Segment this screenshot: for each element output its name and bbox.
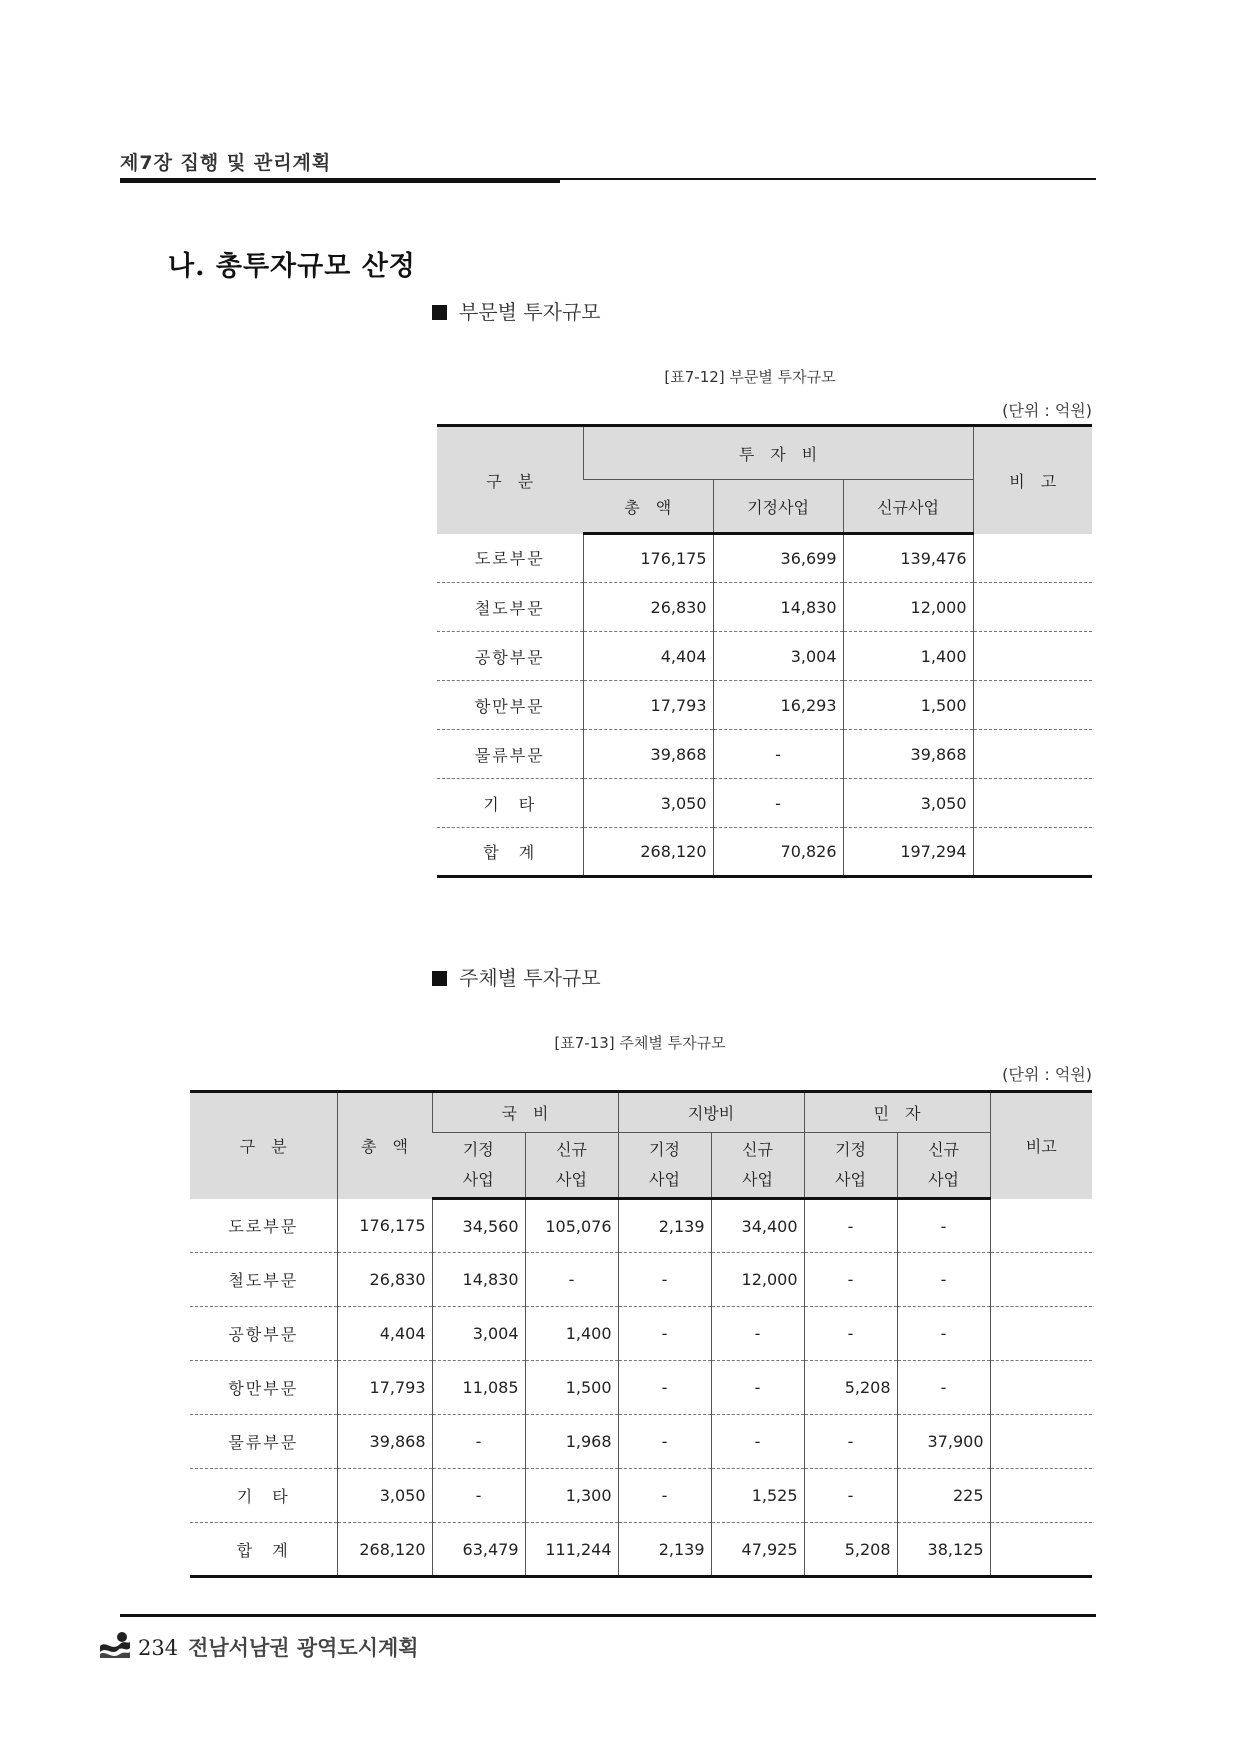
section-title: 나. 총투자규모 산정 <box>168 251 416 282</box>
table-row <box>190 1361 1092 1415</box>
cell-total: 268,120 <box>337 1523 432 1577</box>
cell-total: 176,175 <box>337 1199 432 1253</box>
footer <box>138 1632 419 1662</box>
cell-local-existing: 2,139 <box>618 1523 711 1577</box>
col-national-group: 국 비 <box>432 1092 618 1133</box>
cell-existing: - <box>713 730 843 779</box>
col-total: 총 액 <box>337 1092 432 1199</box>
cell-national-existing: 11,085 <box>432 1361 525 1415</box>
publisher-logo-icon <box>98 1630 132 1660</box>
square-bullet-icon <box>432 305 447 320</box>
cell-total: 176,175 <box>583 534 713 583</box>
table-row <box>437 534 1092 583</box>
cell-national-existing: 34,560 <box>432 1199 525 1253</box>
cell-private-new: - <box>897 1199 990 1253</box>
cell-new: 1,400 <box>843 632 973 681</box>
cell-private-existing: 5,208 <box>804 1361 897 1415</box>
cell-remarks <box>990 1523 1092 1577</box>
col-local-existing: 기정 사업 <box>618 1133 711 1199</box>
table-row <box>437 779 1092 828</box>
header-rule-accent <box>120 180 560 183</box>
cell-national-new: 111,244 <box>525 1523 618 1577</box>
col-category: 구 분 <box>190 1092 337 1199</box>
cell-total: 268,120 <box>583 828 713 877</box>
col-local-group: 지방비 <box>618 1092 804 1133</box>
table1-caption: [표7-12] 부문별 투자규모 <box>664 368 836 386</box>
cell-local-existing: - <box>618 1469 711 1523</box>
row-label: 합 계 <box>190 1523 337 1577</box>
row-label: 기 타 <box>437 779 583 828</box>
cell-national-existing: 14,830 <box>432 1253 525 1307</box>
cell-existing: 16,293 <box>713 681 843 730</box>
cell-remarks <box>990 1361 1092 1415</box>
row-label: 합 계 <box>437 828 583 877</box>
cell-total: 17,793 <box>337 1361 432 1415</box>
table-row <box>437 681 1092 730</box>
row-label: 기 타 <box>190 1469 337 1523</box>
cell-private-new: 225 <box>897 1469 990 1523</box>
table2-heading-text: 주체별 투자규모 <box>459 966 601 990</box>
cell-national-existing: - <box>432 1469 525 1523</box>
cell-remarks <box>973 632 1092 681</box>
cell-local-existing: 2,139 <box>618 1199 711 1253</box>
table2-caption: [표7-13] 주체별 투자규모 <box>554 1034 726 1052</box>
cell-national-new: 1,500 <box>525 1361 618 1415</box>
cell-remarks <box>973 681 1092 730</box>
cell-national-new: - <box>525 1253 618 1307</box>
row-label: 물류부문 <box>190 1415 337 1469</box>
cell-national-new: 1,300 <box>525 1469 618 1523</box>
col-existing: 기정사업 <box>713 480 843 534</box>
cell-local-existing: - <box>618 1415 711 1469</box>
col-total: 총 액 <box>583 480 713 534</box>
cell-remarks <box>990 1415 1092 1469</box>
cell-local-new: 34,400 <box>711 1199 804 1253</box>
col-remarks: 비 고 <box>973 426 1092 534</box>
cell-remarks <box>973 583 1092 632</box>
cell-remarks <box>973 730 1092 779</box>
table-row <box>190 1199 1092 1253</box>
cell-local-new: 1,525 <box>711 1469 804 1523</box>
cell-new: 3,050 <box>843 779 973 828</box>
cell-new: 39,868 <box>843 730 973 779</box>
cell-new: 1,500 <box>843 681 973 730</box>
col-private-new: 신규 사업 <box>897 1133 990 1199</box>
row-label: 항만부문 <box>190 1361 337 1415</box>
cell-total: 3,050 <box>337 1469 432 1523</box>
col-investment-group: 투 자 비 <box>583 426 973 480</box>
cell-private-new: - <box>897 1253 990 1307</box>
row-label: 공항부문 <box>437 632 583 681</box>
cell-private-new: - <box>897 1361 990 1415</box>
cell-local-existing: - <box>618 1361 711 1415</box>
table2-heading <box>432 962 601 991</box>
sector-investment-table <box>437 424 1092 878</box>
col-national-existing: 기정 사업 <box>432 1133 525 1199</box>
table1-heading-text: 부문별 투자규모 <box>459 300 601 324</box>
table1-heading <box>432 296 601 325</box>
cell-local-new: - <box>711 1415 804 1469</box>
cell-private-existing: - <box>804 1415 897 1469</box>
cell-remarks <box>973 534 1092 583</box>
cell-national-new: 1,968 <box>525 1415 618 1469</box>
table-row <box>190 1415 1092 1469</box>
cell-existing: 3,004 <box>713 632 843 681</box>
row-label: 물류부문 <box>437 730 583 779</box>
cell-new: 139,476 <box>843 534 973 583</box>
cell-existing: - <box>713 779 843 828</box>
table-row <box>437 583 1092 632</box>
cell-remarks <box>973 828 1092 877</box>
cell-new: 12,000 <box>843 583 973 632</box>
col-category: 구 분 <box>437 426 583 534</box>
cell-total: 39,868 <box>583 730 713 779</box>
table-row <box>190 1307 1092 1361</box>
cell-total: 4,404 <box>337 1307 432 1361</box>
table2-unit: (단위 : 억원) <box>1002 1065 1092 1084</box>
cell-national-new: 105,076 <box>525 1199 618 1253</box>
row-label: 철도부문 <box>437 583 583 632</box>
entity-investment-table <box>190 1090 1092 1578</box>
cell-national-existing: 3,004 <box>432 1307 525 1361</box>
col-private-group: 민 자 <box>804 1092 990 1133</box>
cell-local-existing: - <box>618 1307 711 1361</box>
cell-remarks <box>990 1253 1092 1307</box>
row-label: 도로부문 <box>190 1199 337 1253</box>
page-number: 234 <box>138 1636 179 1660</box>
cell-local-new: - <box>711 1361 804 1415</box>
cell-new: 197,294 <box>843 828 973 877</box>
cell-total: 26,830 <box>583 583 713 632</box>
cell-private-existing: - <box>804 1199 897 1253</box>
cell-remarks <box>990 1307 1092 1361</box>
cell-total: 17,793 <box>583 681 713 730</box>
table1-unit: (단위 : 억원) <box>1002 401 1092 420</box>
row-label: 공항부문 <box>190 1307 337 1361</box>
cell-private-existing: - <box>804 1469 897 1523</box>
cell-private-new: 38,125 <box>897 1523 990 1577</box>
cell-private-existing: 5,208 <box>804 1523 897 1577</box>
cell-private-existing: - <box>804 1253 897 1307</box>
table-row-total <box>190 1523 1092 1577</box>
col-remarks: 비고 <box>990 1092 1092 1199</box>
cell-remarks <box>990 1469 1092 1523</box>
table-row <box>190 1469 1092 1523</box>
cell-total: 26,830 <box>337 1253 432 1307</box>
footer-rule <box>120 1614 1096 1617</box>
table-row-total <box>437 828 1092 877</box>
col-local-new: 신규 사업 <box>711 1133 804 1199</box>
table-row <box>190 1253 1092 1307</box>
cell-existing: 14,830 <box>713 583 843 632</box>
row-label: 항만부문 <box>437 681 583 730</box>
cell-local-existing: - <box>618 1253 711 1307</box>
cell-total: 39,868 <box>337 1415 432 1469</box>
col-private-existing: 기정 사업 <box>804 1133 897 1199</box>
cell-national-existing: - <box>432 1415 525 1469</box>
footer-title: 전남서남권 광역도시계획 <box>188 1636 419 1660</box>
cell-remarks <box>973 779 1092 828</box>
table-row <box>437 730 1092 779</box>
table-row <box>437 632 1092 681</box>
cell-local-new: 12,000 <box>711 1253 804 1307</box>
row-label: 철도부문 <box>190 1253 337 1307</box>
square-bullet-icon <box>432 971 447 986</box>
cell-existing: 36,699 <box>713 534 843 583</box>
chapter-title: 제7장 집행 및 관리계획 <box>120 152 332 174</box>
cell-private-new: - <box>897 1307 990 1361</box>
cell-local-new: - <box>711 1307 804 1361</box>
cell-remarks <box>990 1199 1092 1253</box>
cell-total: 3,050 <box>583 779 713 828</box>
cell-existing: 70,826 <box>713 828 843 877</box>
cell-national-new: 1,400 <box>525 1307 618 1361</box>
cell-local-new: 47,925 <box>711 1523 804 1577</box>
row-label: 도로부문 <box>437 534 583 583</box>
cell-private-new: 37,900 <box>897 1415 990 1469</box>
col-national-new: 신규 사업 <box>525 1133 618 1199</box>
cell-private-existing: - <box>804 1307 897 1361</box>
cell-total: 4,404 <box>583 632 713 681</box>
cell-national-existing: 63,479 <box>432 1523 525 1577</box>
col-new: 신규사업 <box>843 480 973 534</box>
